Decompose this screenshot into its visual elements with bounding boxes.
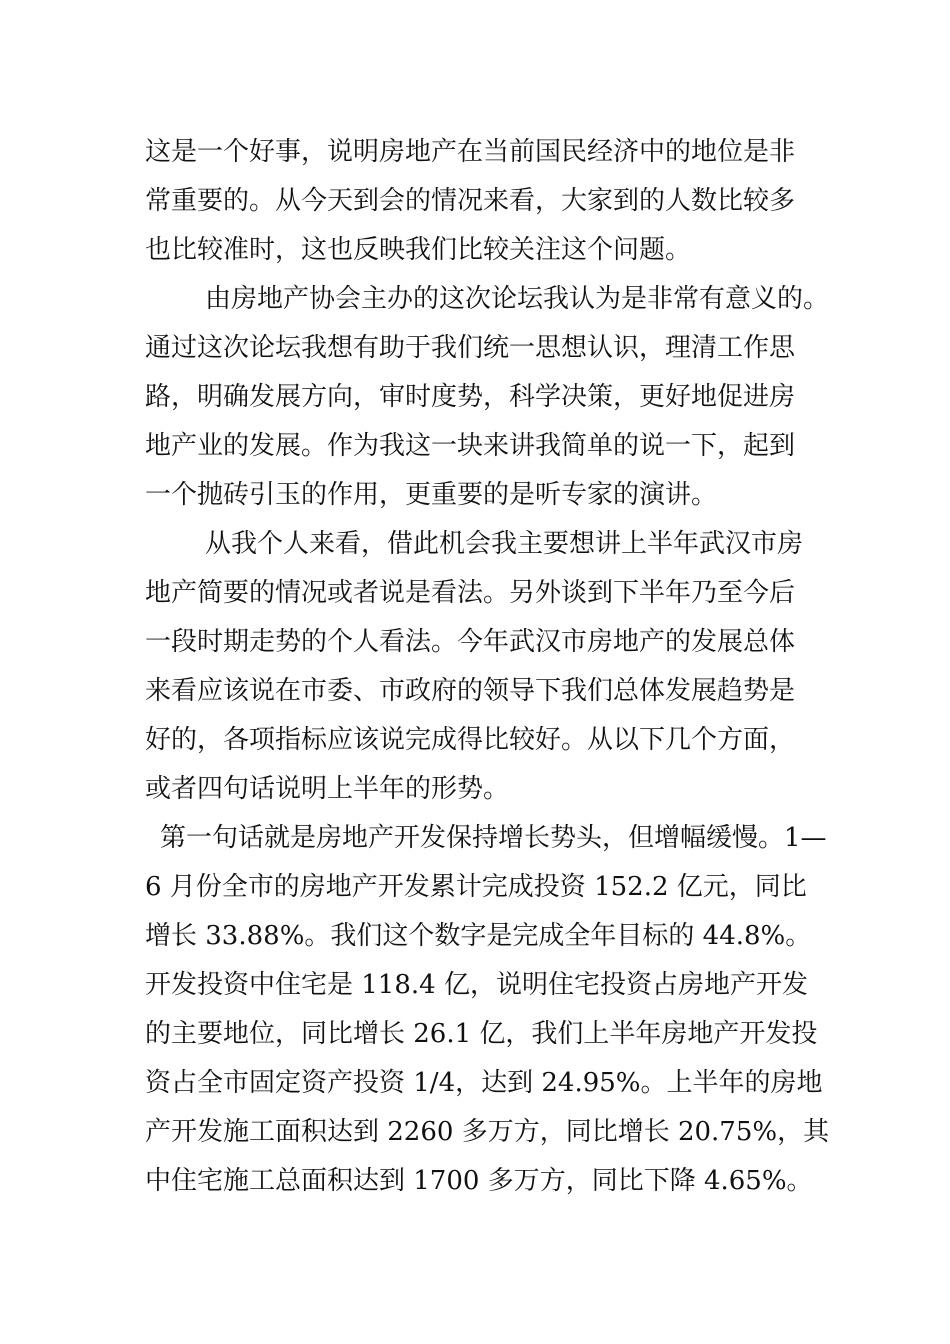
text-line: 常重要的。从今天到会的情况来看，大家到的人数比较多 [145, 186, 796, 216]
text-line: 的主要地位，同比增长 26.1 亿，我们上半年房地产开发投 [145, 1019, 818, 1049]
text-line: 路，明确发展方向，审时度势，科学决策，更好地促进房 [145, 382, 796, 412]
text-line: 增长 33.88%。我们这个数字是完成全年目标的 44.8%。 [145, 921, 812, 951]
text-line: 资占全市固定资产投资 1/4，达到 24.95%。上半年的房地 [145, 1068, 823, 1098]
text-line: 这是一个好事，说明房地产在当前国民经济中的地位是非 [145, 137, 796, 167]
paragraph-first-line: 由房地产协会主办的这次论坛我认为是非常有意义的。 [205, 284, 830, 314]
text-line: 地产简要的情况或者说是看法。另外谈到下半年乃至今后 [145, 578, 796, 608]
text-line: 开发投资中住宅是 118.4 亿，说明住宅投资占房地产开发 [145, 970, 808, 1000]
text-line: 或者四句话说明上半年的形势。 [145, 774, 510, 804]
text-line: 6 月份全市的房地产开发累计完成投资 152.2 亿元，同比 [145, 872, 807, 902]
text-line: 好的，各项指标应该说完成得比较好。从以下几个方面， [145, 725, 796, 755]
text-line: 也比较准时，这也反映我们比较关注这个问题。 [145, 235, 692, 265]
text-line: 中住宅施工总面积达到 1700 多万方，同比下降 4.65%。 [145, 1166, 813, 1196]
text-line: 地产业的发展。作为我这一块来讲我简单的说一下，起到 [145, 431, 796, 461]
text-line: 一个抛砖引玉的作用，更重要的是听专家的演讲。 [145, 480, 718, 510]
text-line: 一段时期走势的个人看法。今年武汉市房地产的发展总体 [145, 627, 796, 657]
text-line: 通过这次论坛我想有助于我们统一思想认识，理清工作思 [145, 333, 796, 363]
paragraph-first-line: 从我个人来看，借此机会我主要想讲上半年武汉市房 [205, 529, 804, 559]
text-line: 产开发施工面积达到 2260 多万方，同比增长 20.75%，其 [145, 1117, 830, 1147]
paragraph-first-line: 第一句话就是房地产开发保持增长势头，但增幅缓慢。1— [160, 823, 827, 853]
text-line: 来看应该说在市委、市政府的领导下我们总体发展趋势是 [145, 676, 796, 706]
